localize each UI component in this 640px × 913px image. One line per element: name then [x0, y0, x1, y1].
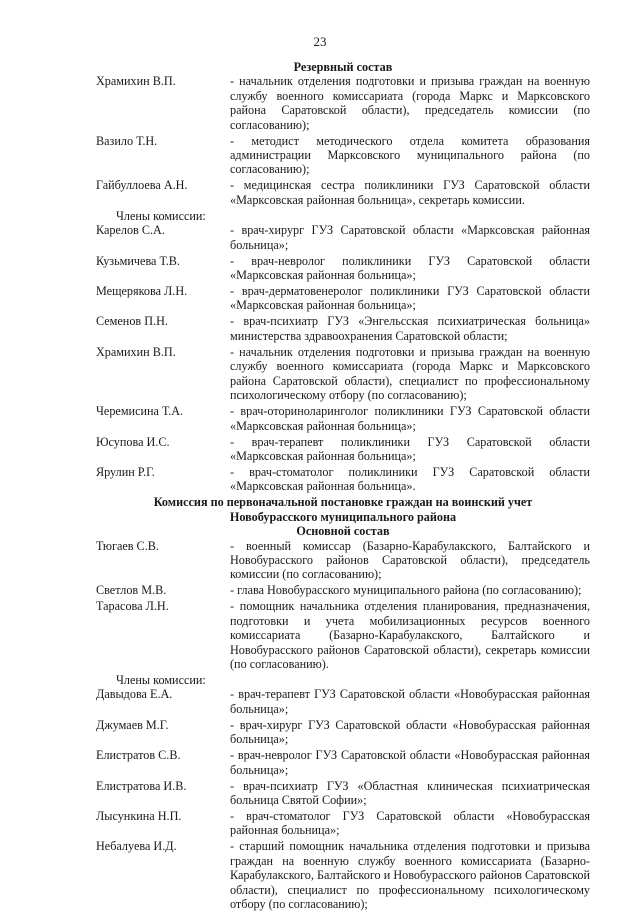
- member-position: - медицинская сестра поликлиники ГУЗ Саратовской области «Марксовская районная больница», секретарь комиссии.: [230, 178, 590, 207]
- member-position: - глава Новобурасского муниципального района (по согласованию);: [230, 583, 582, 598]
- member-name: Тарасова Л.Н.: [96, 599, 169, 614]
- member-position: - врач-стоматолог ГУЗ Саратовской области «Новобурасская районная больница»;: [230, 809, 590, 838]
- document-body: [96, 60, 590, 913]
- member-entry: [96, 809, 590, 838]
- member-entry: [96, 284, 590, 313]
- member-name: Давыдова Е.А.: [96, 687, 173, 702]
- members-label: Члены комиссии:: [116, 208, 206, 223]
- member-name: Вазило Т.Н.: [96, 133, 158, 148]
- member-entry: [96, 254, 590, 283]
- member-position: - начальник отделения подготовки и призыва граждан на военную службу военного комиссариата (города Маркс и Марксовского района Саратовской области), председатель комиссии (по согласованию);: [230, 74, 590, 132]
- member-entry: [96, 839, 590, 911]
- member-position: - врач-хирург ГУЗ Саратовской области «Новобурасская районная больница»;: [230, 717, 590, 747]
- page-number: 23: [313, 34, 327, 49]
- section-heading: Резервный состав: [293, 60, 393, 74]
- member-position: - помощник начальника отделения планирования, предназначения, подготовки и учета мобилизационных ресурсов военного комиссариата (Базарно-Карабулакского, Балтайского и Новобурасского районов Саратовской области), секретарь комиссии (по согласованию).: [230, 599, 590, 671]
- member-name: Тюгаев С.В.: [96, 538, 159, 553]
- member-position: - врач-оториноларинголог поликлиники ГУЗ Саратовской области «Марксовская районная больница»;: [230, 404, 590, 433]
- member-entry: [96, 404, 590, 433]
- member-name: Елистратова И.В.: [96, 778, 187, 793]
- member-entry: [96, 345, 590, 403]
- member-name: Юсупова И.С.: [96, 434, 170, 449]
- member-position: - врач-психиатр ГУЗ «Областная клиническая психиатрическая больница Святой Софии»;: [230, 778, 590, 807]
- member-entry: [96, 539, 590, 582]
- member-entry: [96, 687, 590, 716]
- member-name: Карелов С.А.: [96, 223, 165, 238]
- member-position: - врач-невролог поликлиники ГУЗ Саратовской области «Марксовская районная больница»;: [230, 253, 590, 283]
- member-name: Лысункина Н.П.: [96, 809, 182, 823]
- member-position: - врач-терапевт ГУЗ Саратовской области «Новобурасская районная больница»;: [230, 687, 590, 716]
- member-name: Кузьмичева Т.В.: [96, 253, 180, 268]
- member-name: Семенов П.Н.: [96, 314, 168, 329]
- member-name: Черемисина Т.А.: [96, 404, 184, 419]
- member-entry: [96, 465, 590, 494]
- member-name: Гайбуллоева А.Н.: [96, 178, 188, 193]
- member-name: Мещерякова Л.Н.: [96, 284, 188, 299]
- member-name: Небалуева И.Д.: [96, 839, 177, 854]
- member-position: - врач-психиатр ГУЗ «Энгельсская психиатрическая больница» министерства здравоохранения Саратовской области;: [230, 314, 590, 343]
- member-entry: [96, 74, 590, 132]
- member-position: - врач-дерматовенеролог поликлиники ГУЗ Саратовской области «Марксовская районная больница»;: [230, 284, 590, 313]
- member-entry: [96, 599, 590, 671]
- section-heading: Новобурасского муниципального района: [229, 509, 457, 524]
- member-entry: [96, 223, 590, 252]
- member-position: - начальник отделения подготовки и призыва граждан на военную службу военного комиссариата (города Маркс и Марксовского района Саратовской области), специалист по профессиональному психологическому отбору (по согласованию);: [230, 344, 590, 403]
- member-name: Храмихин В.П.: [96, 344, 176, 359]
- member-name: Храмихин В.П.: [96, 74, 176, 89]
- member-position: - врач-стоматолог поликлиники ГУЗ Саратовской области «Марксовская районная больница».: [230, 464, 590, 494]
- member-entry: [96, 779, 590, 808]
- members-label: Члены комиссии:: [116, 672, 206, 687]
- member-entry: [96, 435, 590, 464]
- member-entry: [96, 583, 590, 597]
- member-position: - старший помощник начальника отделения подготовки и призыва граждан на военную службу военного комиссариата (Базарно-Карабулакского, Балтайского и Новобурасского районов Саратовской области), специалист по профессиональному психологическому отбору (по согласованию);: [230, 839, 590, 912]
- member-position: - врач-терапевт поликлиники ГУЗ Саратовской области «Марксовская районная больница»;: [230, 434, 590, 463]
- section-heading: Комиссия по первоначальной постановке граждан на воинский учет: [153, 495, 533, 510]
- section-heading: Основной состав: [296, 524, 390, 539]
- member-entry: [96, 718, 590, 747]
- member-entry: [96, 748, 590, 777]
- member-name: Ярулин Р.Г.: [96, 464, 155, 479]
- member-position: - врач-невролог ГУЗ Саратовской области «Новобурасская районная больница»;: [230, 748, 590, 777]
- member-entry: [96, 134, 590, 177]
- member-entry: [96, 178, 590, 207]
- member-entry: [96, 314, 590, 343]
- member-position: - врач-хирург ГУЗ Саратовской области «Марксовская районная больница»;: [230, 223, 590, 252]
- member-position: - методист методического отдела комитета образования администрации Марксовского муниципального района (по согласованию);: [230, 133, 590, 177]
- member-position: - военный комиссар (Базарно-Карабулакского, Балтайского и Новобурасского районов Саратовской области), председатель комиссии (по согласованию);: [230, 538, 590, 582]
- member-name: Джумаев М.Г.: [96, 717, 169, 732]
- member-name: Светлов М.В.: [96, 583, 167, 598]
- member-name: Елистратов С.В.: [96, 748, 181, 763]
